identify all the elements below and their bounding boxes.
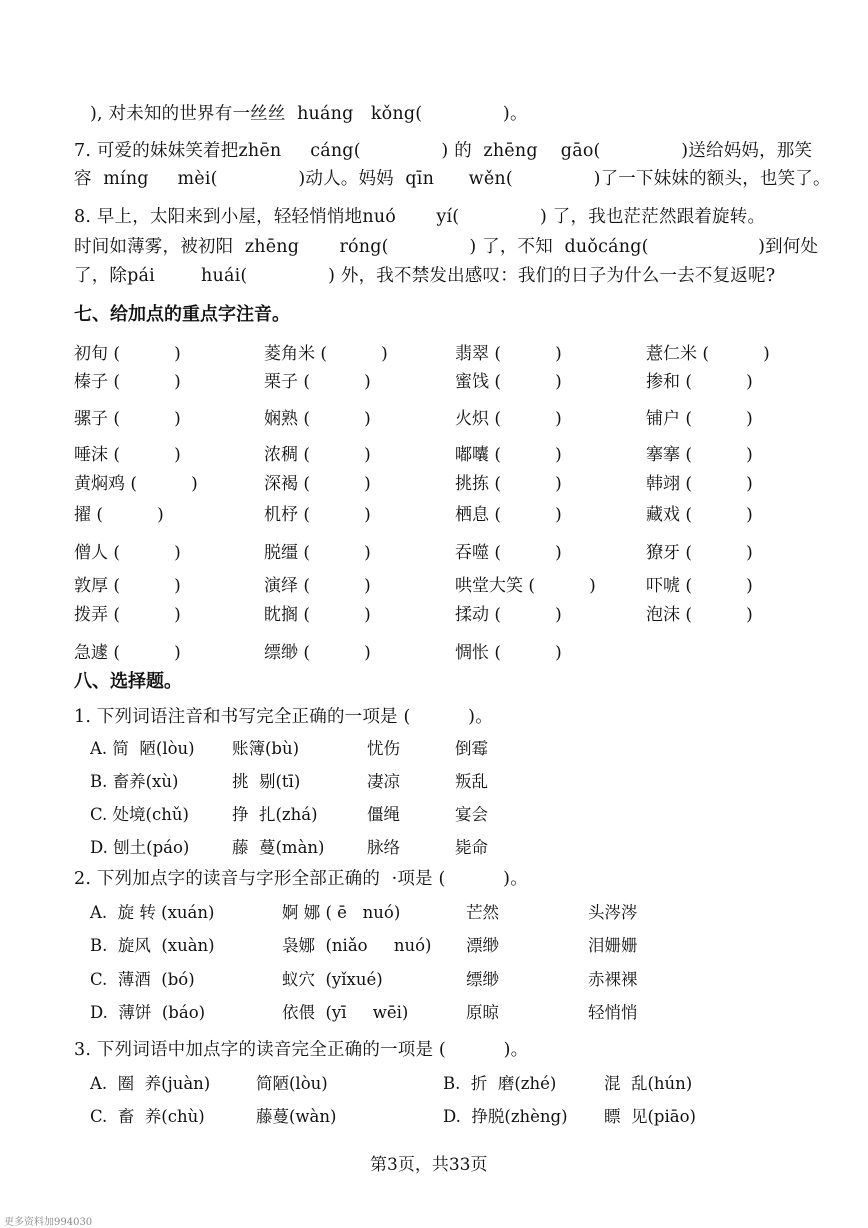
option-item: B. 旋风 (xuàn) <box>90 936 215 955</box>
option-item: 叛乱 <box>455 772 488 791</box>
pinyin-item: 黄焖鸡 ( ) <box>74 474 198 494</box>
option-item: 依偎 (yī wēi) <box>282 1003 409 1022</box>
option-item: B. 畜养(xù) <box>90 772 179 791</box>
option-item: 挑 剔(tī) <box>232 772 301 791</box>
question-2-stem: 2. 下列加点字的读音与字形全部正确的 ·项是 ( )。 <box>74 869 528 889</box>
option-item: 藤 蔓(màn) <box>232 838 325 857</box>
question-7-line-1: 7. 可爱的妹妹笑着把zhēn cáng( ) 的 zhēng gāo( )送给妈妈，那笑 <box>74 141 813 161</box>
pinyin-item: 蜜饯 ( ) <box>455 372 562 392</box>
option-item: 混 乱(hún) <box>604 1074 693 1093</box>
pinyin-item: 脱缰 ( ) <box>264 543 371 563</box>
pinyin-item: 机杼 ( ) <box>264 505 371 525</box>
option-item: D. 挣脱(zhèng) <box>443 1107 568 1126</box>
question-8-line-3: 了，除pái huái( ) 外，我不禁发出感叹：我们的日子为什么一去不复返呢? <box>74 266 776 286</box>
pinyin-item: 栖息 ( ) <box>455 505 562 525</box>
pinyin-item: 榛子 ( ) <box>74 372 181 392</box>
option-item: 赤裸裸 <box>588 970 638 989</box>
section-7-title: 七、给加点的重点字注音。 <box>74 304 290 325</box>
pinyin-item: 僧人 ( ) <box>74 543 181 563</box>
option-item: 蚁穴 (yǐxué) <box>282 970 383 989</box>
pinyin-item: 初旬 ( ) <box>74 344 181 364</box>
option-item: 泪姗姗 <box>588 936 638 955</box>
pinyin-item: 藏戏 ( ) <box>646 505 753 525</box>
option-item: 挣 扎(zhá) <box>232 805 318 824</box>
pinyin-item: 火炽 ( ) <box>455 409 562 429</box>
option-item: 僵绳 <box>367 805 400 824</box>
option-item: B. 折 磨(zhé) <box>443 1074 557 1093</box>
option-item: C. 薄酒 (bó) <box>90 970 195 989</box>
pinyin-item: 吓唬 ( ) <box>646 576 753 596</box>
pinyin-item: 嘟囔 ( ) <box>455 445 562 465</box>
pinyin-item: 敦厚 ( ) <box>74 576 181 596</box>
option-item: 婀 娜 ( ē nuó) <box>282 903 401 922</box>
question-1-stem: 1. 下列词语注音和书写完全正确的一项是 ( )。 <box>74 707 493 727</box>
question-8-line-1: 8. 早上，太阳来到小屋，轻轻悄悄地nuó yí( ) 了，我也茫茫然跟着旋转。 <box>74 207 766 227</box>
pinyin-item: 吞噬 ( ) <box>455 543 562 563</box>
option-item: 袅娜 (niǎo nuó) <box>282 936 432 955</box>
pinyin-item: 泡沫 ( ) <box>646 605 753 625</box>
pinyin-item: 深褐 ( ) <box>264 474 371 494</box>
option-item: C. 处境(chǔ) <box>90 805 189 824</box>
option-item: C. 畜 养(chù) <box>90 1107 205 1126</box>
pinyin-item: 眈搁 ( ) <box>264 605 371 625</box>
pinyin-item: 韩翊 ( ) <box>646 474 753 494</box>
option-item: 藤蔓(wàn) <box>256 1107 337 1126</box>
option-item: 毙命 <box>455 838 488 857</box>
pinyin-item: 哄堂大笑 ( ) <box>455 576 596 596</box>
pinyin-item: 栗子 ( ) <box>264 372 371 392</box>
pinyin-item: 骡子 ( ) <box>74 409 181 429</box>
option-item: 账簿(bù) <box>232 739 300 758</box>
pinyin-item: 浓稠 ( ) <box>264 445 371 465</box>
pinyin-item: 掺和 ( ) <box>646 372 753 392</box>
pinyin-item: 铺户 ( ) <box>646 409 753 429</box>
option-item: D. 薄饼 (báo) <box>90 1003 206 1022</box>
pinyin-item: 惆怅 ( ) <box>455 643 562 663</box>
question-7-line-2: 容 míng mèi( )动人。妈妈 qīn wěn( )了一下妹妹的额头，也笑了。 <box>74 169 831 189</box>
pinyin-item: 拨弄 ( ) <box>74 605 181 625</box>
option-item: 头涔涔 <box>588 903 638 922</box>
option-item: 脉络 <box>367 838 400 857</box>
pinyin-item: 唾沫 ( ) <box>74 445 181 465</box>
option-item: 凄凉 <box>367 772 400 791</box>
pinyin-item: 挑拣 ( ) <box>455 474 562 494</box>
option-item: 简陋(lòu) <box>256 1074 328 1093</box>
pinyin-item: 翡翠 ( ) <box>455 344 562 364</box>
fill-line-6-tail: ), 对未知的世界有一丝丝 huáng kǒng( )。 <box>90 104 528 124</box>
option-item: 原晾 <box>466 1003 499 1022</box>
pinyin-item: 薏仁米 ( ) <box>646 344 770 364</box>
option-item: D. 刨土(páo) <box>90 838 190 857</box>
pinyin-item: 演绎 ( ) <box>264 576 371 596</box>
option-item: 轻悄悄 <box>588 1003 638 1022</box>
question-3-stem: 3. 下列词语中加点字的读音完全正确的一项是 ( )。 <box>74 1040 529 1060</box>
pinyin-item: 揉动 ( ) <box>455 605 562 625</box>
question-8-line-2: 时间如薄雾，被初阳 zhēng róng( ) 了，不知 duǒcáng( )到何处 <box>74 237 819 257</box>
option-item: 芒然 <box>466 903 499 922</box>
option-item: 倒霉 <box>455 739 488 758</box>
pinyin-item: 娴熟 ( ) <box>264 409 371 429</box>
option-item: A. 简 陋(lòu) <box>90 739 195 758</box>
pinyin-item: 急遽 ( ) <box>74 643 181 663</box>
watermark: 更多资料加994030 <box>4 1217 93 1228</box>
option-item: A. 圈 养(juàn) <box>90 1074 211 1093</box>
pinyin-item: 搴搴 ( ) <box>646 445 753 465</box>
pinyin-item: 菱角米 ( ) <box>264 344 388 364</box>
pinyin-item: 獠牙 ( ) <box>646 543 753 563</box>
option-item: A. 旋 转 (xuán) <box>90 903 215 922</box>
pinyin-item: 擢 ( ) <box>74 505 164 525</box>
pinyin-item: 缥缈 ( ) <box>264 643 371 663</box>
section-8-title: 八、选择题。 <box>74 671 182 692</box>
page-number: 第3页，共33页 <box>370 1155 488 1175</box>
option-item: 缥缈 <box>466 970 499 989</box>
option-item: 宴会 <box>455 805 488 824</box>
option-item: 漂缈 <box>466 936 499 955</box>
option-item: 瞟 见(piāo) <box>604 1107 696 1126</box>
option-item: 忧伤 <box>367 739 400 758</box>
